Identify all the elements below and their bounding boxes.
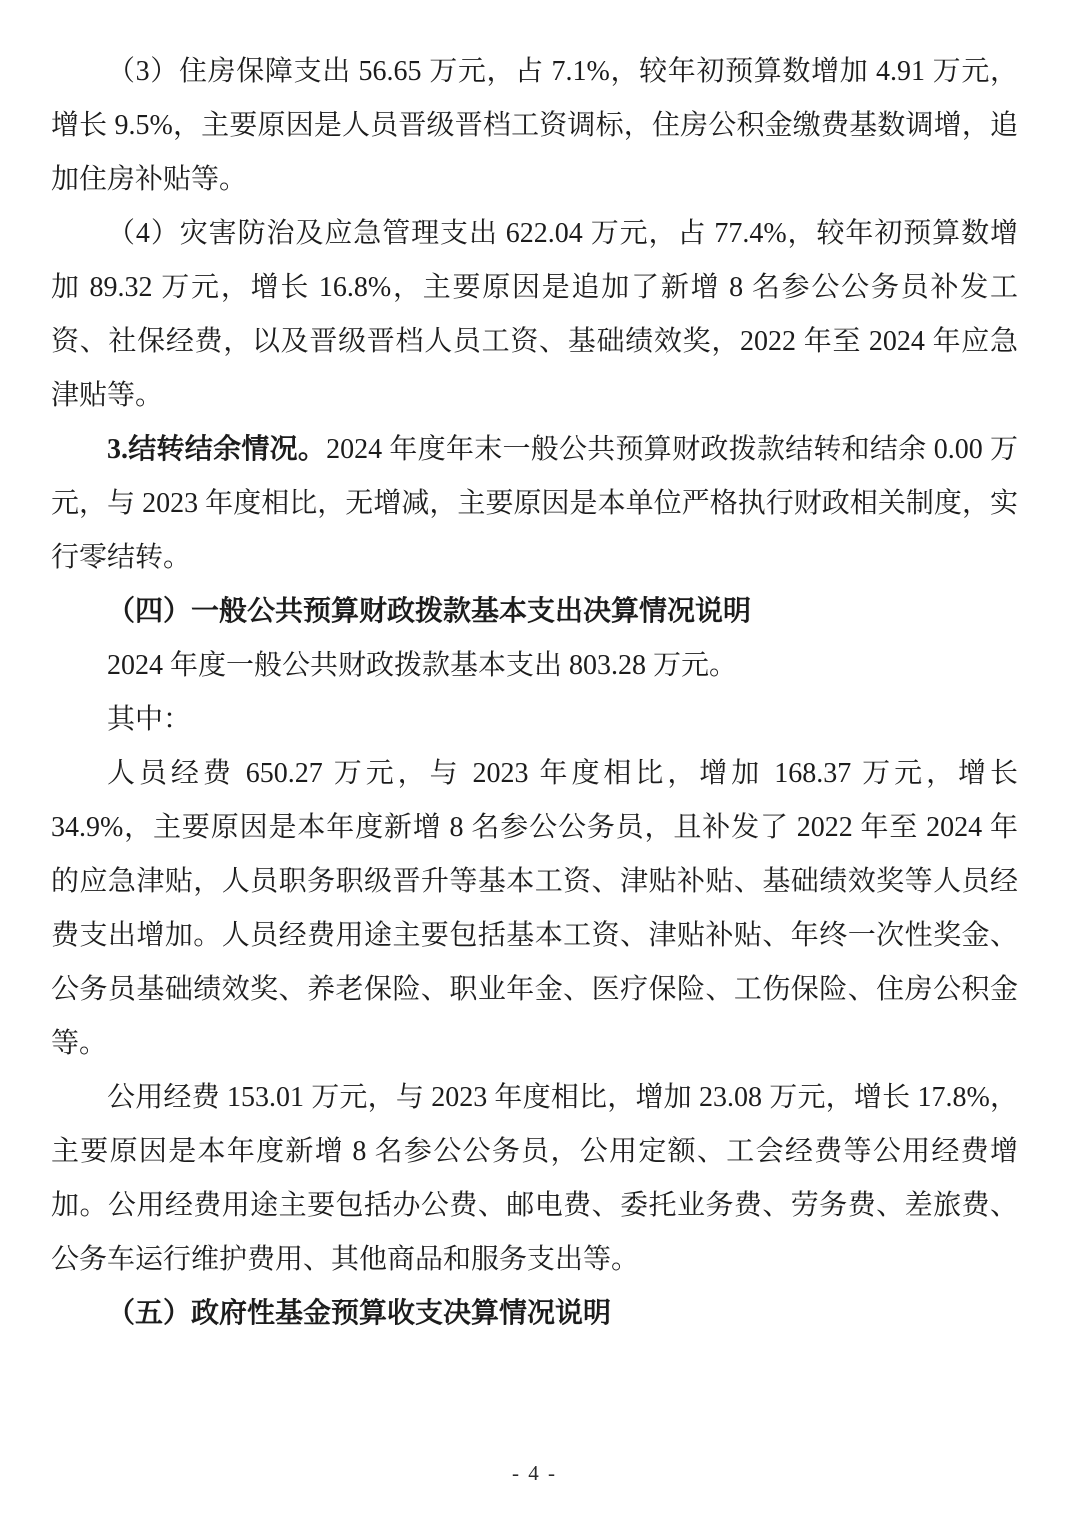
para-personnel-funds — [51, 747, 1018, 1071]
document-body — [51, 45, 1018, 1341]
page-number: - 4 - — [512, 1461, 557, 1485]
para-disaster-prevention-expenditure — [51, 207, 1018, 423]
page-footer — [0, 1460, 1069, 1486]
para-carryover-balance — [51, 423, 1018, 585]
heading-section-five-government-funds — [51, 1287, 1018, 1341]
text-run: 人员经费 650.27 万元，与 2023 年度相比，增加 168.37 万元，增长 34.9%，主要原因是本年度新增 8 名参公公务员，且补发了 2022 年至 2024 年的应急津贴，人员职务职级晋升等基本工资、津贴补贴、基础绩效奖等人员经费支出增加。人员经费用途主要包括基本工资、津贴补贴、年终一次性奖金、公务员基础绩效奖、养老保险、职业年金、医疗保险、工伤保险、住房公积金等。 — [51, 758, 1018, 1059]
text-run: 公用经费 153.01 万元，与 2023 年度相比，增加 23.08 万元，增长 17.8%，主要原因是本年度新增 8 名参公公务员，公用定额、工会经费等公用经费增加。公用经费用途主要包括办公费、邮电费、委托业务费、劳务费、差旅费、公务车运行维护费用、其他商品和服务支出等。 — [51, 1082, 1018, 1275]
text-run: 2024 年度一般公共财政拨款基本支出 803.28 万元。 — [107, 650, 738, 681]
bold-text-run: （五）政府性基金预算收支决算情况说明 — [107, 1298, 612, 1329]
bold-text-run: （四）一般公共预算财政拨款基本支出决算情况说明 — [107, 596, 752, 627]
para-among-which — [51, 693, 1018, 747]
text-run: （3）住房保障支出 56.65 万元，占 7.1%，较年初预算数增加 4.91 万元，增长 9.5%，主要原因是人员晋级晋档工资调标，住房公积金缴费基数调增，追加住房补贴等。 — [51, 56, 1018, 195]
para-public-funds — [51, 1071, 1018, 1287]
text-run: 其中： — [107, 704, 192, 735]
heading-section-four-basic-expenditure — [51, 585, 1018, 639]
text-run: 2024 年度年末一般公共预算财政拨款结转和结余 0.00 万元，与 2023 年度相比，无增减，主要原因是本单位严格执行财政相关制度，实行零结转。 — [51, 434, 1018, 573]
para-basic-expenditure-total — [51, 639, 1018, 693]
para-housing-support-expenditure — [51, 45, 1018, 207]
text-run: （4）灾害防治及应急管理支出 622.04 万元，占 77.4%，较年初预算数增加 89.32 万元，增长 16.8%，主要原因是追加了新增 8 名参公公务员补发工资、社保经费，以及晋级晋档人员工资、基础绩效奖，2022 年至 2024 年应急津贴等。 — [51, 218, 1018, 411]
bold-text-run: 3.结转结余情况。 — [107, 434, 327, 465]
